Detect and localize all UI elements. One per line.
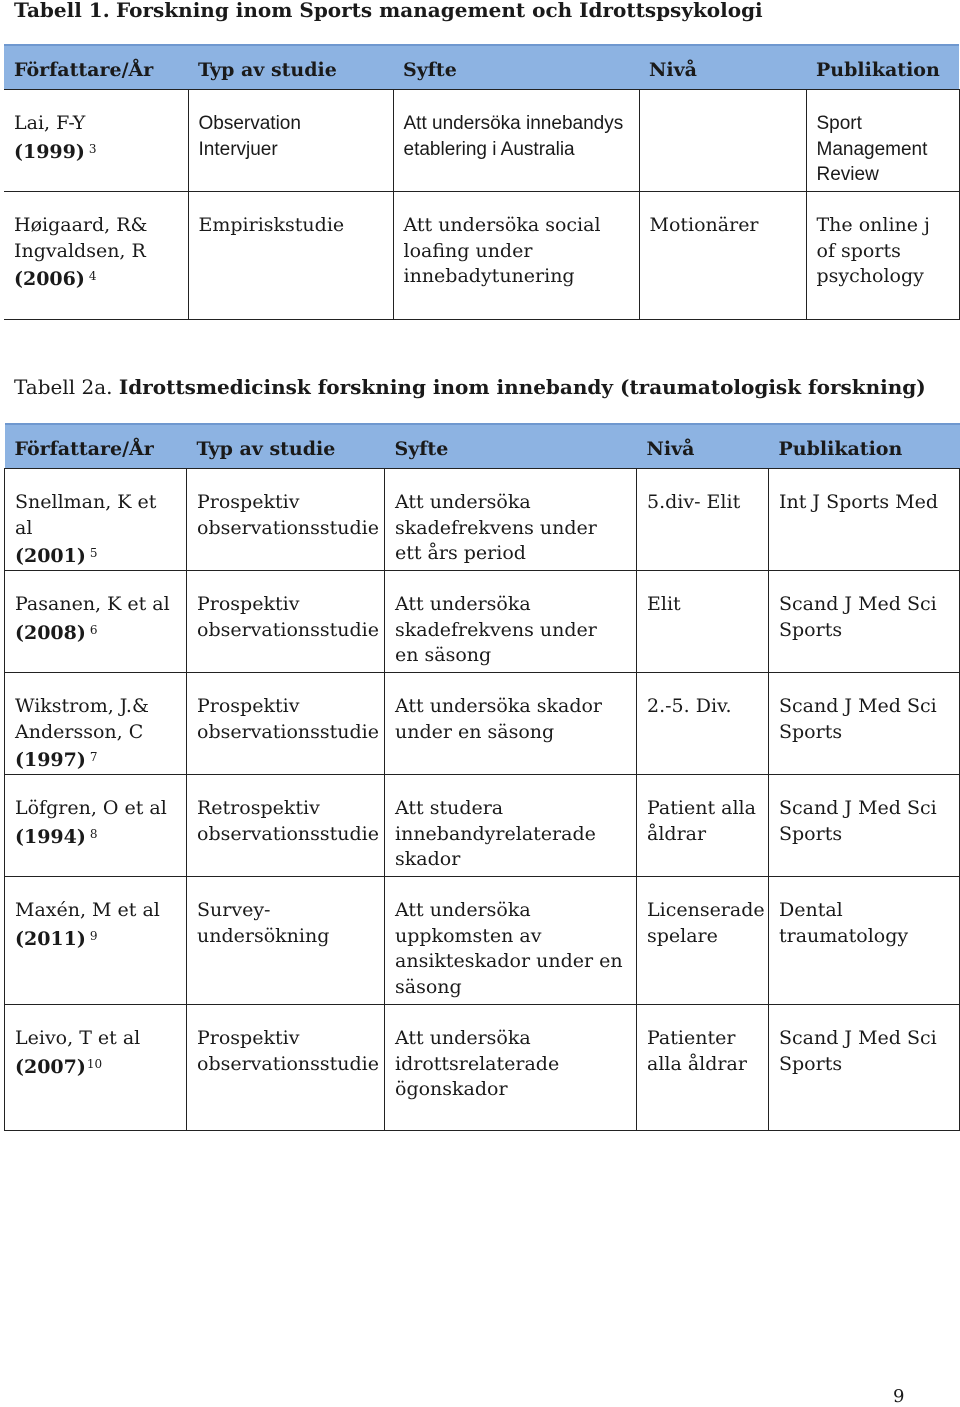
table-row <box>5 775 960 877</box>
table1-header-level: Nivå <box>639 45 806 90</box>
table1-header-type: Typ av studie <box>188 45 393 90</box>
year: (2011) <box>15 927 86 950</box>
publication-cell: Scand J Med Sci Sports <box>769 571 960 673</box>
ref-number: 7 <box>89 750 98 764</box>
publication-cell: The online j of sports psychology <box>806 192 959 320</box>
purpose-cell: Att undersöka skadefrekvens under ett års period <box>385 469 637 571</box>
type-cell: Survey-undersökning <box>187 877 385 1005</box>
author-name: Löfgren, O et al <box>15 797 167 819</box>
table-row <box>5 877 960 1005</box>
author-name: Lai, F-Y <box>14 112 86 134</box>
year: (2001) <box>15 545 86 567</box>
type-cell: Prospektiv observationsstudie <box>187 469 385 571</box>
type-cell: Prospektiv observationsstudie <box>187 673 385 775</box>
table1-caption <box>14 0 763 22</box>
purpose-cell: Att undersöka skador under en säsong <box>385 673 637 775</box>
publication-cell: Int J Sports Med <box>769 469 960 571</box>
ref-number: 10 <box>86 1056 103 1071</box>
table1-header-publication: Publikation <box>806 45 959 90</box>
purpose-cell: Att studera innebandyrelaterade skador <box>385 775 637 877</box>
ref-number: 5 <box>89 546 98 560</box>
publication-cell: Sport Management Review <box>806 90 959 192</box>
table1 <box>4 44 960 320</box>
table2a-header-author: Författare/År <box>5 424 187 469</box>
author-name: Snellman, K et al <box>15 491 157 539</box>
level-cell: 5.div- Elit <box>637 469 769 571</box>
table-row <box>5 1005 960 1131</box>
purpose-cell: Att undersöka uppkomsten av ansikteskador under en säsong <box>385 877 637 1005</box>
publication-cell: Dental traumatology <box>769 877 960 1005</box>
ref-number: 9 <box>89 928 98 943</box>
table2a-header-type: Typ av studie <box>187 424 385 469</box>
author-cell <box>5 877 187 1005</box>
year: (1997) <box>15 749 86 771</box>
publication-cell: Scand J Med Sci Sports <box>769 673 960 775</box>
table1-caption-label: Tabell 1. <box>14 0 110 22</box>
table2a-header-publication: Publikation <box>769 424 960 469</box>
table-row <box>4 192 959 320</box>
table2a-header-row <box>5 424 960 469</box>
year: (2006) <box>14 268 85 290</box>
author-cell <box>5 775 187 877</box>
author-cell <box>4 192 188 320</box>
table2a <box>4 423 960 1131</box>
author-cell <box>4 90 188 192</box>
purpose-cell: Att undersöka social loafing under innebadytunering <box>393 192 639 320</box>
table-row <box>5 673 960 775</box>
ref-number: 4 <box>88 269 97 283</box>
purpose-cell: Att undersöka skadefrekvens under en säsong <box>385 571 637 673</box>
author-name: Wikstrom, J.& Andersson, C <box>15 695 149 743</box>
author-name: Leivo, T et al <box>15 1027 141 1049</box>
table-row <box>4 90 959 192</box>
purpose-cell: Att undersöka idrottsrelaterade ögonskador <box>385 1005 637 1131</box>
level-cell: Elit <box>637 571 769 673</box>
publication-cell: Scand J Med Sci Sports <box>769 775 960 877</box>
author-cell <box>5 673 187 775</box>
table1-header-purpose: Syfte <box>393 45 639 90</box>
level-cell <box>639 90 806 192</box>
year: (1999) <box>14 140 85 163</box>
type-cell: Retrospektiv observationsstudie <box>187 775 385 877</box>
author-cell <box>5 469 187 571</box>
table2a-header-level: Nivå <box>637 424 769 469</box>
year: (2008) <box>15 621 86 644</box>
type-cell: Prospektiv observationsstudie <box>187 571 385 673</box>
level-cell: 2.-5. Div. <box>637 673 769 775</box>
table1-header-author: Författare/År <box>4 45 188 90</box>
level-cell: Licenserade spelare <box>637 877 769 1005</box>
ref-number: 8 <box>89 826 98 841</box>
level-cell: Patienter alla åldrar <box>637 1005 769 1131</box>
purpose-cell: Att undersöka innebandys etablering i Australia <box>393 90 639 192</box>
ref-number: 3 <box>88 141 97 156</box>
author-name: Maxén, M et al <box>15 899 160 921</box>
author-name: Pasanen, K et al <box>15 593 170 615</box>
publication-cell: Scand J Med Sci Sports <box>769 1005 960 1131</box>
author-name: Høigaard, R& Ingvaldsen, R <box>14 214 148 262</box>
author-cell <box>5 571 187 673</box>
year: (2007) <box>15 1055 86 1078</box>
author-cell <box>5 1005 187 1131</box>
table-row <box>5 571 960 673</box>
page-number: 9 <box>893 1386 905 1407</box>
type-cell: Prospektiv observationsstudie <box>187 1005 385 1131</box>
table2a-header-purpose: Syfte <box>385 424 637 469</box>
table-row <box>5 469 960 571</box>
level-cell: Patient alla åldrar <box>637 775 769 877</box>
table1-header-row <box>4 45 959 90</box>
table1-caption-title: Forskning inom Sports management och Idrottspsykologi <box>116 0 763 22</box>
table2a-caption <box>14 375 926 399</box>
level-cell: Motionärer <box>639 192 806 320</box>
table2a-caption-title: Idrottsmedicinsk forskning inom innebandy (traumatologisk forskning) <box>118 375 926 399</box>
table2a-caption-label: Tabell 2a. <box>14 375 113 399</box>
type-cell: Observation Intervjuer <box>188 90 393 192</box>
year: (1994) <box>15 825 86 848</box>
type-cell: Empiriskstudie <box>188 192 393 320</box>
ref-number: 6 <box>89 622 98 637</box>
